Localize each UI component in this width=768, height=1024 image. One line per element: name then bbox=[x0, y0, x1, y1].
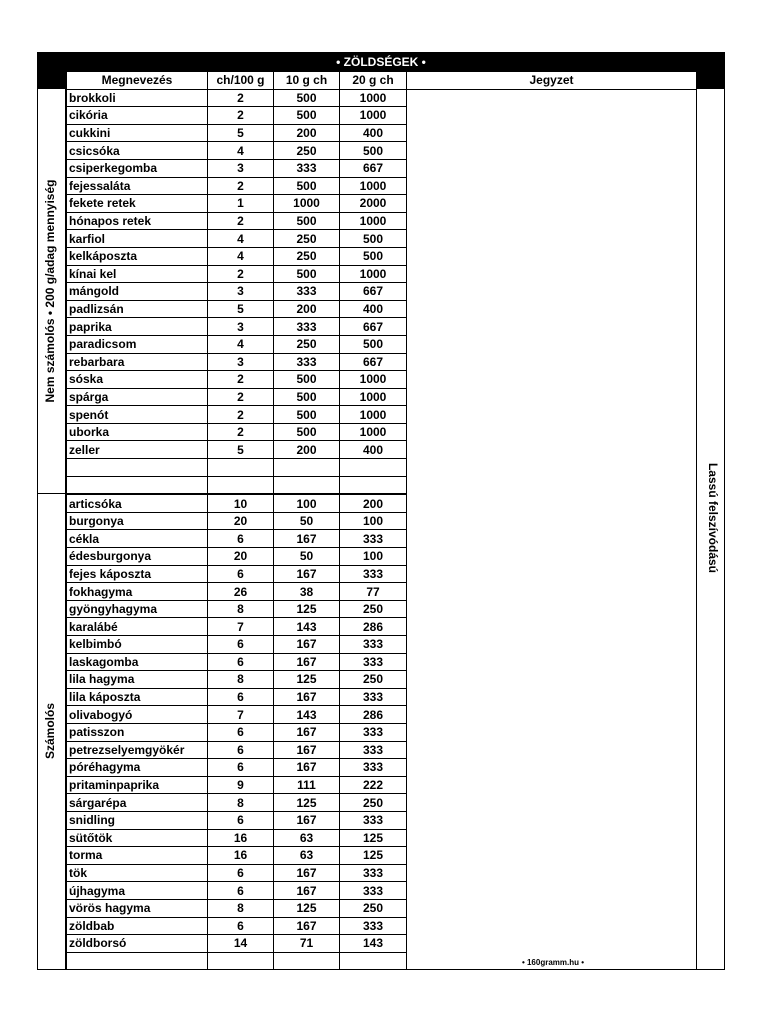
cell-name: articsóka bbox=[67, 494, 208, 512]
cell-name: sóska bbox=[67, 371, 208, 389]
group2-label: Számolós bbox=[43, 703, 57, 760]
cell-10g: 167 bbox=[274, 741, 340, 759]
cell-20g: 667 bbox=[340, 318, 407, 336]
cell-ch100: 20 bbox=[208, 512, 274, 530]
cell-ch100: 4 bbox=[208, 335, 274, 353]
cell-name: laskagomba bbox=[67, 653, 208, 671]
cell-name: uborka bbox=[67, 423, 208, 441]
cell-name: torma bbox=[67, 847, 208, 865]
cell-10g: 500 bbox=[274, 371, 340, 389]
cell-10g: 167 bbox=[274, 653, 340, 671]
cell-ch100: 5 bbox=[208, 124, 274, 142]
right-label: Lassú felszívódású bbox=[706, 462, 720, 574]
cell-10g: 333 bbox=[274, 318, 340, 336]
cell-20g: 400 bbox=[340, 441, 407, 459]
cell-10g: 125 bbox=[274, 600, 340, 618]
cell-10g: 125 bbox=[274, 899, 340, 917]
cell-10g bbox=[274, 459, 340, 477]
cell-ch100 bbox=[208, 476, 274, 494]
cell-name: kelbimbó bbox=[67, 636, 208, 654]
col-header-20g: 20 g ch bbox=[340, 72, 407, 90]
cell-10g: 167 bbox=[274, 565, 340, 583]
cell-10g: 50 bbox=[274, 512, 340, 530]
cell-ch100: 2 bbox=[208, 423, 274, 441]
cell-20g bbox=[340, 459, 407, 477]
cell-ch100: 2 bbox=[208, 265, 274, 283]
cell-10g: 333 bbox=[274, 283, 340, 301]
cell-name: zöldborsó bbox=[67, 935, 208, 953]
cell-20g: 333 bbox=[340, 636, 407, 654]
cell-20g: 286 bbox=[340, 706, 407, 724]
cell-20g: 1000 bbox=[340, 212, 407, 230]
cell-20g: 1000 bbox=[340, 388, 407, 406]
cell-name: paradicsom bbox=[67, 335, 208, 353]
cell-20g: 286 bbox=[340, 618, 407, 636]
cell-name: zeller bbox=[67, 441, 208, 459]
cell-name: fejessaláta bbox=[67, 177, 208, 195]
cell-name: mángold bbox=[67, 283, 208, 301]
cell-ch100: 10 bbox=[208, 494, 274, 512]
cell-20g: 222 bbox=[340, 776, 407, 794]
cell-name: cukkini bbox=[67, 124, 208, 142]
cell-10g: 63 bbox=[274, 829, 340, 847]
cell-name: padlizsán bbox=[67, 300, 208, 318]
cell-ch100: 6 bbox=[208, 917, 274, 935]
group1-label: Nem számolós • 200 g/adag mennyiség bbox=[43, 179, 57, 403]
group1-label-cell bbox=[38, 89, 66, 494]
cell-ch100: 5 bbox=[208, 300, 274, 318]
cell-ch100: 26 bbox=[208, 583, 274, 601]
cell-20g: 667 bbox=[340, 353, 407, 371]
cell-10g: 500 bbox=[274, 107, 340, 125]
col-header-10g: 10 g ch bbox=[274, 72, 340, 90]
cell-ch100: 20 bbox=[208, 548, 274, 566]
cell-ch100: 3 bbox=[208, 353, 274, 371]
cell-ch100: 8 bbox=[208, 794, 274, 812]
cell-ch100: 5 bbox=[208, 441, 274, 459]
cell-20g: 500 bbox=[340, 247, 407, 265]
cell-name: lila hagyma bbox=[67, 671, 208, 689]
cell-ch100: 14 bbox=[208, 935, 274, 953]
cell-10g: 500 bbox=[274, 388, 340, 406]
cell-10g: 143 bbox=[274, 706, 340, 724]
cell-ch100: 8 bbox=[208, 671, 274, 689]
cell-name: édesburgonya bbox=[67, 548, 208, 566]
cell-ch100 bbox=[208, 952, 274, 970]
cell-name: fejes káposzta bbox=[67, 565, 208, 583]
cell-ch100: 2 bbox=[208, 89, 274, 107]
cell-10g: 167 bbox=[274, 530, 340, 548]
col-header-ch100: ch/100 g bbox=[208, 72, 274, 90]
cell-ch100: 4 bbox=[208, 230, 274, 248]
cell-ch100: 6 bbox=[208, 811, 274, 829]
cell-20g: 333 bbox=[340, 864, 407, 882]
cell-10g: 63 bbox=[274, 847, 340, 865]
cell-name bbox=[67, 459, 208, 477]
cell-10g: 250 bbox=[274, 142, 340, 160]
cell-20g: 667 bbox=[340, 159, 407, 177]
cell-20g: 333 bbox=[340, 759, 407, 777]
cell-ch100: 3 bbox=[208, 318, 274, 336]
cell-10g: 500 bbox=[274, 212, 340, 230]
header-corner-left bbox=[38, 71, 66, 89]
cell-10g: 167 bbox=[274, 688, 340, 706]
cell-10g: 333 bbox=[274, 159, 340, 177]
cell-10g bbox=[274, 476, 340, 494]
cell-10g: 200 bbox=[274, 300, 340, 318]
cell-10g: 167 bbox=[274, 636, 340, 654]
cell-20g: 77 bbox=[340, 583, 407, 601]
cell-20g: 250 bbox=[340, 899, 407, 917]
cell-10g: 250 bbox=[274, 230, 340, 248]
cell-ch100: 2 bbox=[208, 177, 274, 195]
cell-20g: 250 bbox=[340, 600, 407, 618]
cell-20g: 500 bbox=[340, 335, 407, 353]
cell-20g: 400 bbox=[340, 300, 407, 318]
vegetable-table bbox=[66, 71, 697, 970]
cell-20g: 100 bbox=[340, 512, 407, 530]
cell-20g: 1000 bbox=[340, 265, 407, 283]
cell-ch100: 6 bbox=[208, 864, 274, 882]
cell-name: hónapos retek bbox=[67, 212, 208, 230]
cell-20g: 667 bbox=[340, 283, 407, 301]
cell-10g: 500 bbox=[274, 89, 340, 107]
cell-10g: 500 bbox=[274, 406, 340, 424]
cell-10g: 167 bbox=[274, 917, 340, 935]
cell-ch100: 6 bbox=[208, 741, 274, 759]
cell-ch100: 6 bbox=[208, 723, 274, 741]
cell-name: gyöngyhagyma bbox=[67, 600, 208, 618]
cell-name bbox=[67, 476, 208, 494]
cell-ch100: 3 bbox=[208, 283, 274, 301]
cell-ch100: 4 bbox=[208, 142, 274, 160]
cell-ch100: 4 bbox=[208, 247, 274, 265]
cell-10g: 50 bbox=[274, 548, 340, 566]
cell-20g: 333 bbox=[340, 688, 407, 706]
cell-name: lila káposzta bbox=[67, 688, 208, 706]
cell-name: csiperkegomba bbox=[67, 159, 208, 177]
cell-ch100: 9 bbox=[208, 776, 274, 794]
cell-10g: 500 bbox=[274, 423, 340, 441]
cell-ch100: 7 bbox=[208, 618, 274, 636]
cell-ch100: 6 bbox=[208, 653, 274, 671]
cell-20g: 250 bbox=[340, 671, 407, 689]
header-corner-right bbox=[696, 71, 724, 89]
cell-20g: 250 bbox=[340, 794, 407, 812]
cell-20g: 143 bbox=[340, 935, 407, 953]
cell-20g: 333 bbox=[340, 530, 407, 548]
cell-name: rebarbara bbox=[67, 353, 208, 371]
cell-10g: 250 bbox=[274, 247, 340, 265]
col-header-name: Megnevezés bbox=[67, 72, 208, 90]
cell-ch100: 6 bbox=[208, 759, 274, 777]
cell-ch100: 6 bbox=[208, 688, 274, 706]
cell-20g: 125 bbox=[340, 847, 407, 865]
cell-ch100: 6 bbox=[208, 636, 274, 654]
cell-20g: 1000 bbox=[340, 423, 407, 441]
footer-site: • 160gramm.hu • bbox=[521, 958, 585, 967]
cell-10g: 71 bbox=[274, 935, 340, 953]
cell-ch100: 1 bbox=[208, 195, 274, 213]
cell-20g: 333 bbox=[340, 741, 407, 759]
cell-20g: 500 bbox=[340, 230, 407, 248]
cell-20g: 1000 bbox=[340, 371, 407, 389]
cell-20g: 500 bbox=[340, 142, 407, 160]
cell-10g: 125 bbox=[274, 671, 340, 689]
cell-name: cékla bbox=[67, 530, 208, 548]
cell-20g: 200 bbox=[340, 494, 407, 512]
cell-name: spárga bbox=[67, 388, 208, 406]
table-header-row bbox=[67, 72, 697, 90]
cell-ch100: 16 bbox=[208, 829, 274, 847]
cell-ch100: 3 bbox=[208, 159, 274, 177]
cell-20g: 100 bbox=[340, 548, 407, 566]
cell-20g: 333 bbox=[340, 882, 407, 900]
cell-10g: 500 bbox=[274, 265, 340, 283]
cell-10g: 167 bbox=[274, 864, 340, 882]
vegetable-sheet bbox=[37, 52, 725, 970]
table-row bbox=[67, 89, 697, 107]
cell-ch100: 2 bbox=[208, 371, 274, 389]
cell-ch100: 8 bbox=[208, 899, 274, 917]
col-header-note: Jegyzet bbox=[407, 72, 697, 90]
cell-20g: 125 bbox=[340, 829, 407, 847]
cell-20g: 333 bbox=[340, 811, 407, 829]
cell-10g: 250 bbox=[274, 335, 340, 353]
cell-name: kelkáposzta bbox=[67, 247, 208, 265]
cell-name: pritaminpaprika bbox=[67, 776, 208, 794]
cell-20g: 1000 bbox=[340, 177, 407, 195]
cell-20g: 333 bbox=[340, 653, 407, 671]
cell-10g: 167 bbox=[274, 811, 340, 829]
cell-10g: 167 bbox=[274, 882, 340, 900]
cell-name: snidling bbox=[67, 811, 208, 829]
cell-10g: 200 bbox=[274, 441, 340, 459]
cell-ch100 bbox=[208, 459, 274, 477]
cell-name: sütőtök bbox=[67, 829, 208, 847]
cell-name: fokhagyma bbox=[67, 583, 208, 601]
cell-20g: 333 bbox=[340, 565, 407, 583]
cell-ch100: 6 bbox=[208, 565, 274, 583]
cell-name: spenót bbox=[67, 406, 208, 424]
cell-10g: 167 bbox=[274, 723, 340, 741]
cell-name: csicsóka bbox=[67, 142, 208, 160]
cell-20g: 1000 bbox=[340, 107, 407, 125]
cell-ch100: 2 bbox=[208, 107, 274, 125]
cell-name: brokkoli bbox=[67, 89, 208, 107]
cell-10g: 143 bbox=[274, 618, 340, 636]
cell-name: petrezselyemgyökér bbox=[67, 741, 208, 759]
cell-ch100: 6 bbox=[208, 530, 274, 548]
cell-name: karalábé bbox=[67, 618, 208, 636]
cell-name: burgonya bbox=[67, 512, 208, 530]
cell-ch100: 2 bbox=[208, 212, 274, 230]
table-body bbox=[67, 89, 697, 970]
cell-name: póréhagyma bbox=[67, 759, 208, 777]
cell-20g: 333 bbox=[340, 917, 407, 935]
cell-name: tök bbox=[67, 864, 208, 882]
cell-name: vörös hagyma bbox=[67, 899, 208, 917]
cell-ch100: 8 bbox=[208, 600, 274, 618]
cell-20g: 1000 bbox=[340, 406, 407, 424]
right-label-cell bbox=[696, 89, 724, 969]
cell-10g: 38 bbox=[274, 583, 340, 601]
cell-10g: 167 bbox=[274, 759, 340, 777]
cell-name: fekete retek bbox=[67, 195, 208, 213]
cell-20g: 2000 bbox=[340, 195, 407, 213]
cell-ch100: 7 bbox=[208, 706, 274, 724]
cell-10g bbox=[274, 952, 340, 970]
cell-name: cikória bbox=[67, 107, 208, 125]
cell-20g bbox=[340, 476, 407, 494]
cell-10g: 333 bbox=[274, 353, 340, 371]
cell-name: sárgarépa bbox=[67, 794, 208, 812]
cell-ch100: 6 bbox=[208, 882, 274, 900]
cell-10g: 111 bbox=[274, 776, 340, 794]
cell-10g: 125 bbox=[274, 794, 340, 812]
cell-10g: 200 bbox=[274, 124, 340, 142]
cell-10g: 100 bbox=[274, 494, 340, 512]
cell-10g: 500 bbox=[274, 177, 340, 195]
cell-20g bbox=[340, 952, 407, 970]
cell-name: patisszon bbox=[67, 723, 208, 741]
cell-10g: 1000 bbox=[274, 195, 340, 213]
cell-name bbox=[67, 952, 208, 970]
note-cell bbox=[407, 89, 697, 970]
cell-name: kínai kel bbox=[67, 265, 208, 283]
cell-name: paprika bbox=[67, 318, 208, 336]
cell-ch100: 2 bbox=[208, 406, 274, 424]
cell-name: újhagyma bbox=[67, 882, 208, 900]
cell-ch100: 2 bbox=[208, 388, 274, 406]
cell-name: karfiol bbox=[67, 230, 208, 248]
cell-20g: 1000 bbox=[340, 89, 407, 107]
cell-name: olivabogyó bbox=[67, 706, 208, 724]
cell-name: zöldbab bbox=[67, 917, 208, 935]
cell-20g: 333 bbox=[340, 723, 407, 741]
cell-20g: 400 bbox=[340, 124, 407, 142]
cell-ch100: 16 bbox=[208, 847, 274, 865]
sheet-title: • ZÖLDSÉGEK • bbox=[38, 53, 724, 71]
group2-label-cell bbox=[38, 494, 66, 969]
